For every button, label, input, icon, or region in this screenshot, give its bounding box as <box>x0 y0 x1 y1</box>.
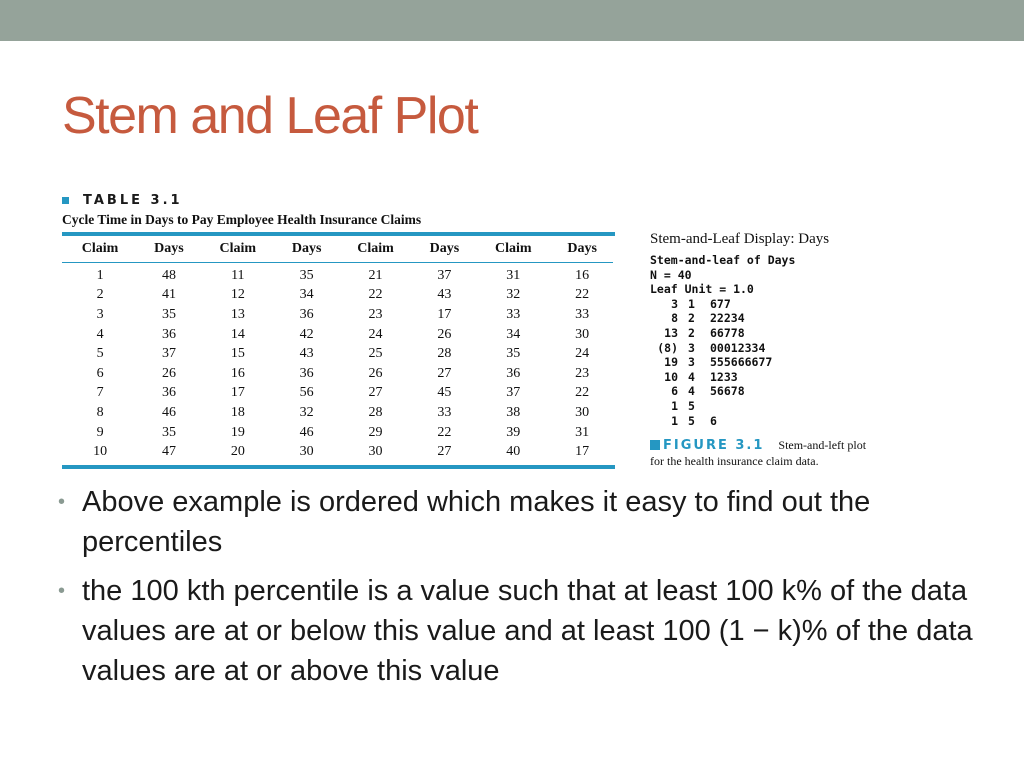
stem-leaf-leaves: 22234 <box>710 311 745 326</box>
bullet-item <box>56 571 976 691</box>
claim-cell: 32 <box>506 287 521 303</box>
claim-cell: 23 <box>368 306 383 322</box>
table-row <box>62 384 613 404</box>
claim-cell: 22 <box>368 287 383 303</box>
claim-cell: 38 <box>506 404 521 420</box>
stem-leaf-leaves: 66778 <box>710 325 745 340</box>
stem-leaf-row <box>650 297 950 312</box>
stem-leaf-title: Stem-and-Leaf Display: Days <box>650 231 830 247</box>
days-cell: 30 <box>299 444 314 460</box>
days-cell: 48 <box>161 267 176 283</box>
claim-cell: 35 <box>506 346 521 362</box>
days-cell: 43 <box>437 287 452 303</box>
days-cell: 35 <box>161 306 176 322</box>
claim-cell: 7 <box>96 385 104 401</box>
days-cell: 43 <box>299 346 314 362</box>
table-row <box>62 325 613 345</box>
stem-leaf-depth: 6 <box>671 384 678 399</box>
table-caption: Cycle Time in Days to Pay Employee Health Insurance Claims <box>62 212 422 227</box>
claim-cell: 20 <box>230 444 245 460</box>
bullet-icon: • <box>58 491 66 513</box>
claim-cell: 17 <box>230 385 245 401</box>
stem-leaf-row <box>650 341 950 356</box>
stem-leaf-depth: 1 <box>671 398 678 413</box>
days-cell: 56 <box>299 385 314 401</box>
bullet-icon: • <box>58 580 66 602</box>
days-cell: 36 <box>299 306 314 322</box>
days-cell: 37 <box>161 346 176 362</box>
table-row <box>62 344 613 364</box>
stem-leaf-stem: 4 <box>688 384 695 399</box>
col-header: Claim <box>62 236 138 263</box>
days-cell: 26 <box>161 365 176 381</box>
stem-leaf-row <box>650 414 950 429</box>
claim-cell: 39 <box>506 424 521 440</box>
claim-cell: 6 <box>96 365 104 381</box>
claim-cell: 36 <box>506 365 521 381</box>
stem-leaf-stem: 4 <box>688 369 695 384</box>
bullet-text: the 100 kth percentile is a value such that at least 100 k% of the data values are at or below this value and at least 100 (1 − k)% of the data values are at or above this value <box>82 575 973 687</box>
claim-cell: 24 <box>368 326 383 342</box>
col-header: Claim <box>337 236 413 263</box>
days-cell: 33 <box>437 404 452 420</box>
days-cell: 28 <box>437 346 452 362</box>
stem-leaf-leaves: 00012334 <box>710 340 766 355</box>
claim-cell: 26 <box>368 365 383 381</box>
days-cell: 17 <box>437 306 452 322</box>
stem-leaf-stem: 5 <box>688 413 695 428</box>
table-bottom-rule <box>62 465 615 469</box>
col-header: Days <box>138 236 200 263</box>
top-accent-bar <box>0 0 1024 41</box>
figure-caption-line2: for the health insurance claim data. <box>650 454 819 468</box>
figure-caption-line1: Stem-and-left plot <box>778 437 867 452</box>
bullet-text: Above example is ordered which makes it easy to find out the percentiles <box>82 486 871 558</box>
days-cell: 42 <box>299 326 314 342</box>
claim-cell: 18 <box>230 404 245 420</box>
stem-leaf-depth: 3 <box>671 296 678 311</box>
days-cell: 33 <box>575 306 590 322</box>
stem-leaf-stem: 2 <box>688 311 695 326</box>
col-header: Days <box>551 236 613 263</box>
table-heading <box>62 192 615 208</box>
stem-leaf-row <box>650 355 950 370</box>
stem-leaf-depth: 13 <box>664 325 678 340</box>
claim-cell: 1 <box>96 267 104 283</box>
claim-cell: 29 <box>368 424 383 440</box>
stem-leaf-depth: 10 <box>664 369 678 384</box>
days-cell: 31 <box>575 424 590 440</box>
claim-cell: 27 <box>368 385 383 401</box>
claim-cell: 14 <box>230 326 245 342</box>
stem-leaf-row <box>650 384 950 399</box>
claim-cell: 16 <box>230 365 245 381</box>
stem-leaf-depth: 8 <box>671 311 678 326</box>
claim-cell: 37 <box>506 385 521 401</box>
slide-title: Stem and Leaf Plot <box>62 87 478 145</box>
claim-cell: 2 <box>96 287 104 303</box>
stem-leaf-row <box>650 311 950 326</box>
days-cell: 36 <box>299 365 314 381</box>
stem-leaf-stem: 3 <box>688 340 695 355</box>
days-cell: 27 <box>437 444 452 460</box>
stem-leaf-stem: 2 <box>688 325 695 340</box>
days-cell: 17 <box>575 444 590 460</box>
stem-leaf-row <box>650 370 950 385</box>
claim-cell: 25 <box>368 346 383 362</box>
stem-leaf-depth: 19 <box>664 355 678 370</box>
stem-leaf-leaves: 555666677 <box>710 355 773 370</box>
days-cell: 30 <box>575 326 590 342</box>
claim-cell: 34 <box>506 326 521 342</box>
days-cell: 35 <box>161 424 176 440</box>
claim-cell: 3 <box>96 306 104 322</box>
days-cell: 34 <box>299 287 314 303</box>
figure-label: FIGURE 3.1 <box>663 437 765 453</box>
stem-leaf-depth: (8) <box>657 340 678 355</box>
stem-leaf-stem: 5 <box>688 398 695 413</box>
table-label: TABLE 3.1 <box>83 192 183 208</box>
days-cell: 36 <box>161 385 176 401</box>
table-marker-icon <box>62 197 69 204</box>
stem-leaf-row <box>650 326 950 341</box>
col-header: Claim <box>475 236 551 263</box>
figure-marker-icon <box>650 440 660 450</box>
claims-table-figure <box>62 192 615 469</box>
days-cell: 27 <box>437 365 452 381</box>
days-cell: 36 <box>161 326 176 342</box>
claim-cell: 40 <box>506 444 521 460</box>
table-row <box>62 423 613 443</box>
table-row <box>62 286 613 306</box>
stem-leaf-header-line: Stem-and-leaf of Days <box>650 253 796 267</box>
bullet-item <box>56 482 976 562</box>
claim-cell: 33 <box>506 306 521 322</box>
table-row <box>62 442 613 462</box>
bullet-list <box>56 482 976 700</box>
stem-leaf-rows <box>650 297 950 428</box>
days-cell: 26 <box>437 326 452 342</box>
days-cell: 45 <box>437 385 452 401</box>
claim-cell: 8 <box>96 404 104 420</box>
claim-cell: 15 <box>230 346 245 362</box>
table-row <box>62 403 613 423</box>
stem-leaf-stem: 3 <box>688 355 695 370</box>
days-cell: 30 <box>575 404 590 420</box>
claim-cell: 12 <box>230 287 245 303</box>
days-cell: 37 <box>437 267 452 283</box>
claims-table <box>62 236 613 462</box>
claim-cell: 21 <box>368 267 383 283</box>
col-header: Claim <box>200 236 276 263</box>
claim-cell: 28 <box>368 404 383 420</box>
claim-cell: 30 <box>368 444 383 460</box>
days-cell: 22 <box>575 385 590 401</box>
days-cell: 22 <box>437 424 452 440</box>
stem-leaf-row <box>650 399 950 414</box>
days-cell: 46 <box>161 404 176 420</box>
stem-leaf-leaves: 56678 <box>710 384 745 399</box>
days-cell: 32 <box>299 404 314 420</box>
claim-cell: 31 <box>506 267 521 283</box>
days-cell: 16 <box>575 267 590 283</box>
stem-leaf-leaves: 1233 <box>710 369 738 384</box>
table-row <box>62 305 613 325</box>
stem-leaf-unit-line: Leaf Unit = 1.0 <box>650 282 754 297</box>
table-row <box>62 263 613 286</box>
stem-leaf-display <box>650 231 950 428</box>
claim-cell: 10 <box>93 444 108 460</box>
claim-cell: 5 <box>96 346 104 362</box>
claim-cell: 13 <box>230 306 245 322</box>
table-row <box>62 364 613 384</box>
days-cell: 46 <box>299 424 314 440</box>
col-header: Days <box>276 236 338 263</box>
col-header: Days <box>414 236 476 263</box>
stem-leaf-stem: 1 <box>688 296 695 311</box>
claim-cell: 19 <box>230 424 245 440</box>
stem-leaf-leaves: 6 <box>710 413 717 428</box>
days-cell: 41 <box>161 287 176 303</box>
claim-cell: 9 <box>96 424 104 440</box>
days-cell: 23 <box>575 365 590 381</box>
claim-cell: 11 <box>231 267 245 283</box>
days-cell: 22 <box>575 287 590 303</box>
days-cell: 47 <box>161 444 176 460</box>
days-cell: 24 <box>575 346 590 362</box>
stem-leaf-leaves: 677 <box>710 296 731 311</box>
figure-caption <box>650 436 940 469</box>
table-body <box>62 263 613 462</box>
stem-leaf-depth: 1 <box>671 413 678 428</box>
stem-leaf-count-line: N = 40 <box>650 267 692 282</box>
days-cell: 35 <box>299 267 314 283</box>
table-header-row <box>62 236 613 263</box>
claim-cell: 4 <box>96 326 104 342</box>
